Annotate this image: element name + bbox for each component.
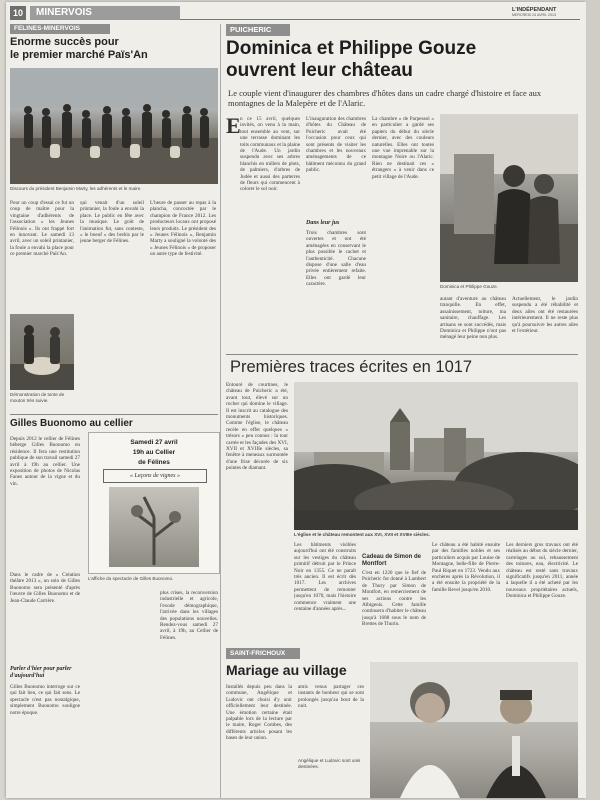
puicheric-body-col3: Trois chambres sont ouvertes et ont été aménagées en conservant le plus possible le cachet et l'authenticité. Chacune dispose d'une salle d'eau privée entièrement refaite. Elles ont gardé leur caractère. <box>306 230 366 288</box>
felines-photo1-caption: Discours du président Benjamin Marty, les adhérents et le maire. <box>10 186 142 191</box>
article-puicheric <box>226 24 578 364</box>
header-date: MERCREDI 24 AVRIL 2013 <box>512 13 556 17</box>
felines-title-line1: Enorme succès pour <box>10 36 119 48</box>
felines-body-col2: qui venait d'un soleil printanier, la foule a envahi la place. Le public en fête avec la musique. Le goût de l'animation fut, sans conteste, « le boeuf » des brebis par le jeune berger de Félines. <box>80 200 144 245</box>
felines-photo2-caption: Démonstration de tonte de mouton très suivie. <box>10 392 65 403</box>
drop-cap: E <box>226 113 241 138</box>
gilles-body4: plus crises, la reconversion industrielle et agricole, l'exode démographique, l'arrivée dans les villages des populations nouvelles. Rendez-vous samedi 27 avril, à 19h, au Cellier de Félines. <box>160 590 218 641</box>
traces-body-col4: Le château a été habité ensuite par des familles nobles et ses particuliers acquis par Louise de Montagne, belle-fille de Pierre-Paul Riquet en 1723. Vendu aux enchères après la Révolution, il a été ensuite la propriété de la famille Revel jusqu'en 2010. <box>432 542 500 593</box>
poster-line2: 19h au Cellier <box>132 449 176 456</box>
newspaper-page <box>6 2 586 798</box>
gilles-body2: Dans le cadre de « Création théâtre 2013 », un solo de Gilles Buonomo sera présenté d'après l'œuvre de Gilles Buonomo et de Jean-Claude Carrière. <box>10 572 80 604</box>
wedding-photo-caption: Angélique et Ludovic sont unis destinées. <box>298 758 361 769</box>
puicheric-headline <box>226 38 578 82</box>
castle-photo <box>294 382 578 530</box>
puicheric-body-col1: n ce 15 avril, quelques invités, on venu à la main, tout ensemble au vent, sur une terrasse dominant les toits communaux et la plaine de l'Aude. Un jardin suspendu avec ses arbres blanchis en millers de plots, de palmiers, d'arbres de Judée et aussi des parterres de fleurs qui commencent à colorer le sol noir. <box>240 116 300 193</box>
felines-headline <box>10 36 218 62</box>
section-title: MINERVOIS <box>30 6 180 20</box>
traces-title: Premières traces écrites en 1017 <box>230 358 473 376</box>
page-number: 10 <box>10 6 26 20</box>
header-rule <box>180 19 580 20</box>
poster-caption: L'affiche du spectacle de Gilles Buonomo. <box>88 576 174 581</box>
poster-line1: Samedi 27 avril <box>130 439 178 446</box>
castle-photo-scene <box>294 382 578 530</box>
article-felines <box>10 24 218 404</box>
felines-body-col3: L'heure de passer au repas à la plancha, concoctée par le champion de France 2012. Les producteurs locaux ont proposé leurs produits. Le président des « Jeunes Félinois », Benjamin Marty a souligné la volonté des « Jeunes Félinois » de proposer un autre type de festivité. <box>150 200 216 258</box>
group-photo-figures <box>10 68 218 184</box>
gilles-body3: Gilles Buonomo interroge sur ce qui fait lien, ce qui fait sens. Le spectacle n'est pas nostalgique, simplement Buonomo souligne notre époque. <box>10 684 80 716</box>
mariage-body-col2: amis venus partager ces instants de bonheur qui se sont prolongés jusqu'au bout de la nuit. <box>298 684 364 710</box>
couple-photo-caption: Dominica et Philippe Gouze. <box>440 284 498 289</box>
puicheric-body-col2: L'inauguration des chambres d'hôtes du Château de Puicheric avait été l'occasion pour ceux qui sont présents de visiter les chambres et les nouveaux aménagements de ce bâtiment méconnu du grand public. <box>306 116 366 174</box>
puicheric-title-line2: ouvrent leur château <box>226 60 413 81</box>
puicheric-body-col5: autant d'aventure au château tranquille. En effet, assainissement, toiture, ma sanitaire, chauffage. Les artisans se sont succédés, mais Dominica et Philippe n'ont pas ménagé leur peine non plus. <box>440 296 506 341</box>
couple-photo <box>440 114 578 282</box>
traces-body-col1: Entouré de courtines, le château de Puicheric a été, avant tout, élevé sur un rocher qui domine le village. Il est inscrit au catalogue des monuments historiques. Comme l'église, le château recèle en effet quelques « trésors » peu connus : la tour carrée et les façades des XVI, XVII et XVIIIe siècles, sa fenêtre à meneaux surmontée d'une frise décorée de six pointes de diamant. <box>226 382 288 472</box>
puicheric-kicker: PUICHERIC <box>226 24 290 36</box>
mariage-body-col1: Installés depuis peu dans la commune, Angélique et Ludovic ont choisi d'y unir officiellement leur destinée. Une émotion certaine était palpable lors de la lecture par le maire, Roger Combes, des différents articles posant les bases de leur union. <box>226 684 292 742</box>
wedding-photo-figures <box>370 662 578 798</box>
puicheric-subhead: Dans leur jus <box>306 220 340 226</box>
brand-name: L'INDÉPENDANT <box>512 7 557 13</box>
gilles-title: Gilles Buonomo au cellier <box>10 418 133 429</box>
article-mariage <box>226 648 578 798</box>
puicheric-body-col6: Actuellement, le jardin suspendu a été réhabilité et deux ailes ont été restaurées intérieurement. Il ne reste plus qu'à poursuivre les autres ailes et l'extérieur. <box>512 296 578 335</box>
sheep-shearing-photo <box>10 314 74 390</box>
poster-line3: de Félines <box>138 459 170 466</box>
felines-group-photo <box>10 68 218 184</box>
spectacle-poster <box>88 432 220 574</box>
wedding-photo <box>370 662 578 798</box>
mariage-title: Mariage au village <box>226 662 347 678</box>
felines-title-line2: le premier marché Païs'An <box>10 49 148 61</box>
article-rule <box>226 354 578 355</box>
traces-body-col2: Les bâtiments visibles aujourd'hui ont été construits sur les vestiges du château primitif détruit par le Prince Noir en 1355. Ce ne paraît très ancien. Il est écrit dès 1017. Les archives permettent de remonter jusqu'en 1070, mais l'histoire commence vraiment une centaine d'années après... <box>294 542 356 613</box>
sheep-photo-figures <box>10 314 74 390</box>
traces-subhead: Cadeau de Simon de Montfort <box>362 554 422 567</box>
poster-line4: « Leçons de vignes » <box>103 469 207 483</box>
castle-photo-caption: L'église et le château remontent aux XVI, XVII et XVIIIe siècles. <box>294 532 430 537</box>
page-header <box>10 6 582 20</box>
puicheric-title-line1: Dominica et Philippe Gouze <box>226 38 477 59</box>
adjacent-page-edge <box>586 0 600 800</box>
article-rule <box>10 414 218 415</box>
poster-image <box>109 487 199 567</box>
mariage-kicker: SAINT-FRICHOUX <box>226 648 300 659</box>
traces-body-col3: C'est en 1220 que le fief de Puicheric fut donné à Lambert de Thury par Simon de Montfort, en remerciement de ses actions contre les Albigeois. Cette famille continuera d'habiter le château jusqu'à 1688 sous le nom de Brettes de Thurin. <box>362 570 426 628</box>
column-divider <box>220 24 221 798</box>
puicheric-subtitle: Le couple vient d'inaugurer des chambres d'hôtes dans un cadre chargé d'histoire et face aux montagnes de la Malepère et de l'Alaric. <box>228 88 542 108</box>
article-premieres-traces <box>226 354 578 644</box>
felines-body-col1: Pour un coup d'essai ce fut un coup de maître pour la vingtaine d'adhérents de l'association « les Jeunes Félinois ». Ils ont frappé fort en innovant. Le samedi 13 avril, avec un soleil printanier, la foule a envahi la place pour ce premier marché Païs'An. <box>10 200 74 258</box>
traces-body-col5: Les derniers gros travaux ont été réalisés au début du siècle dernier, carrelages au sol, rehaussement des toitures, eau, électricité. Le château est resté sans travaux significatifs jusqu'en 2011, année à laquelle il a été acheté par les nouveaux propriétaires actuels, Dominica et Philippe Gouze. <box>506 542 578 600</box>
article-gilles-buonomo <box>10 414 218 798</box>
couple-photo-figures <box>440 114 578 282</box>
gilles-body1: Depuis 2012 le cellier de Félines héberge Gilles Buonomo en résidence. Il fera une restitution publique de son travail samedi 27 avril à 19h au cellier. Une exposition de photos de Nicolas Fanes autour de la vigne et du vin. <box>10 436 80 487</box>
puicheric-body-col4: La chambre « de Parpessol » en particulier a gardé ses papiers du début du siècle dernier, avec des couleurs naturelles. Elles ont toutes une vue imprenable sur la montagne Noire ou l'Alaric. Rien ne destinait ces « étrangers » à venir dans ce petit village de l'Aude. <box>372 116 434 180</box>
gilles-subhead: Parler d'hier pour parler d'aujourd'hui <box>10 666 72 679</box>
felines-kicker: FELINES-MINERVOIS <box>10 24 110 34</box>
poster-vine-drawing <box>109 487 199 567</box>
